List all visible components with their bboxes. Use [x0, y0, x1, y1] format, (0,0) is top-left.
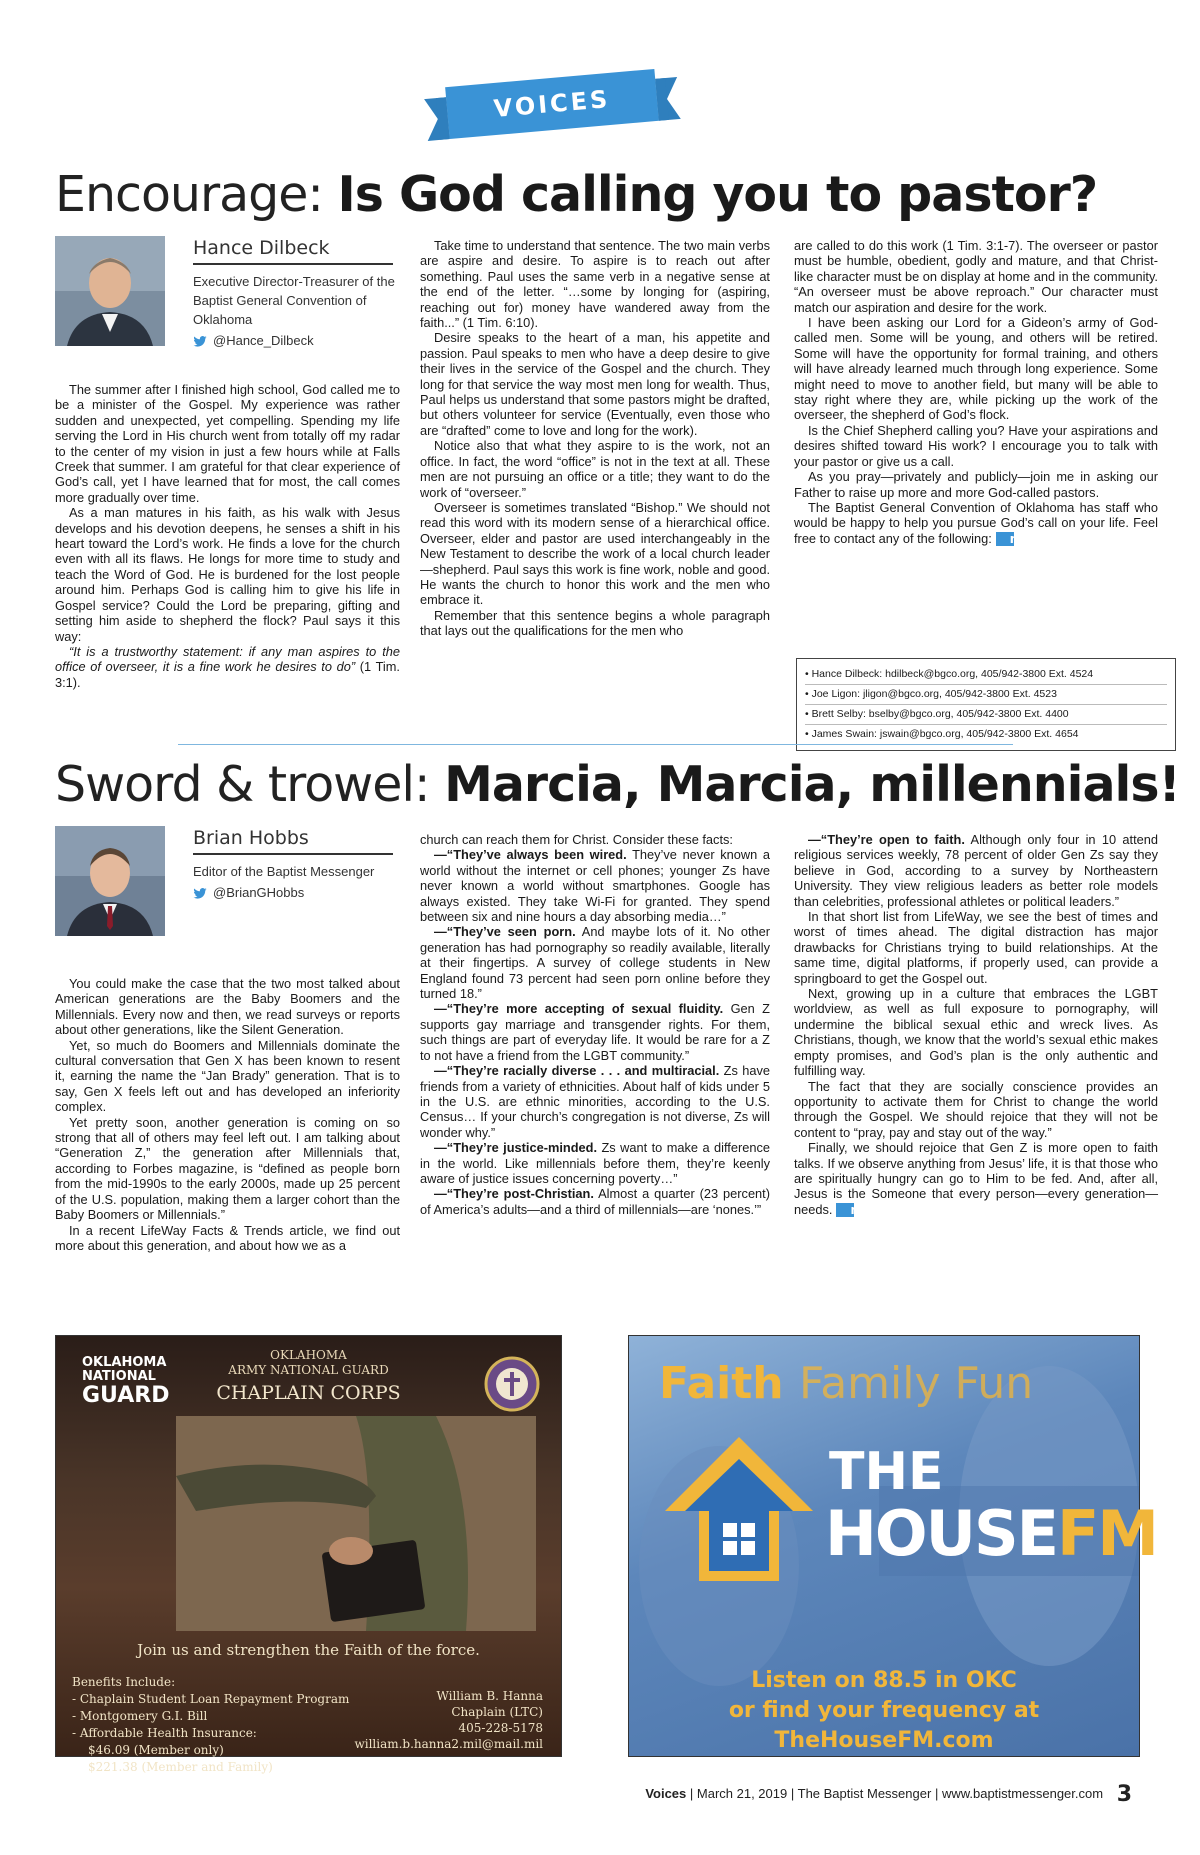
paragraph: Finally, we should rejoice that Gen Z is more open to faith talks. If we observe anything from Jesus’ life, it is that those who are spiritually hungry can go to Him to be fed. And, after all, Jesus is the Someone that every person—every generation—needs. m — [794, 1140, 1158, 1218]
article2-byline — [55, 826, 400, 946]
author-twitter[interactable]: @BrianGHobbs — [193, 883, 403, 902]
footer-section: Voices — [645, 1786, 687, 1801]
chaplain-contact: William B. Hanna Chaplain (LTC) 405-228-5178 william.b.hanna2.mil@mail.mil — [354, 1689, 543, 1751]
footer-url[interactable]: www.baptistmessenger.com — [941, 1786, 1104, 1801]
author-title: Editor of the Baptist Messenger @BrianGHobbs — [193, 862, 403, 902]
guard-logo: OKLAHOMA NATIONAL GUARD — [82, 1355, 170, 1408]
messenger-end-mark-icon: m — [836, 1203, 854, 1217]
contact-list — [796, 658, 1176, 751]
list-item: —“They’re open to faith. Although only four in 10 attend religious services weekly, 78 percent of older Gen Zs say they believe in God, according to a survey by Northeastern University. They view religious leaders as better role models than celebrities, professional athletes or political leaders.” — [794, 832, 1158, 909]
footer-date: March 21, 2019 — [696, 1786, 788, 1801]
paragraph: Yet pretty soon, another generation is coming on so strong that all of others may feel left out. I am talking about “Generation Z,” the generation after Millennials that, according to Forbes magazine, is “defined as people born from the mid-1990s to the early 2000s, made up 25 percent of the U.S. population, making them a larger cohort than the Baby Boomers or Millennials.” — [55, 1114, 400, 1223]
list-item: —“They’re post-Christian. Almost a quarter (23 percent) of America’s adults—and a third of millennials—are ‘nones.’” — [420, 1186, 770, 1217]
article1-byline — [55, 236, 400, 356]
brand-housefm: HOUSEFM — [825, 1497, 1158, 1570]
paragraph: Notice also that what they aspire to is the work, not an office. In fact, the word “office” is not in the text at all. These men are not pursuing an office or a title; they want to do the work of “overseer.” — [420, 438, 770, 500]
list-item: —“They’re more accepting of sexual fluidity. Gen Z supports gay marriage and transgender rights. For them, such things are part of everyday life. It would be rare for a Z to not have a friend from the LGBT community.” — [420, 1001, 771, 1063]
paragraph: church can reach them for Christ. Consider these facts: — [420, 832, 733, 847]
twitter-icon — [193, 888, 207, 899]
brand-the: THE — [829, 1442, 944, 1502]
paragraph: In a recent LifeWay Facts & Trends article, we find out more about this generation, and about how we as a — [55, 1222, 400, 1253]
paragraph: I have been asking our Lord for a Gideon’s army of God-called men. Some will be young, and others will be retired. Some will have the opportunity for formal training, and others will have already learned much through long experience. Some might need to move to another field, but many will be able to stay right where they are, while picking up the work of the overseer, the shepherd of God’s flock. — [794, 315, 1158, 423]
paragraph: As a man matures in his faith, as his walk with Jesus develops and his devotion deepens, he senses a shift in his heart toward the Lord’s work. He finds a love for the church even with all its flaws. He longs for more time to study and teach the Word of God. He is burdened for the lost people around him. Perhaps God is calling him to give his life in Gospel service? Could the Lord be preparing, gifting and setting him aside to shepherd the flock? Paul says it this way: — [55, 505, 400, 644]
list-item: —“They’re racially diverse . . . and multiracial. Zs have friends from a variety of ethnicities. About half of kids under 5 in the U.S. are ethnic minorities, according to the U.S. Census… If your church’s congregation is not diverse, Zs will wonder why.” — [420, 1063, 770, 1140]
author-name: Hance Dilbeck — [193, 236, 393, 265]
paragraph: The summer after I finished high school, God called me to be a minister of the Gospel. My experience was rather sudden and unexpected, yet compelling. Spending my life serving the Lord in His church went from totally off my radar to the center of my vision in just a few hours while at Falls Creek that summer. I am grateful for that clear experience of God’s call, yet I have learned that for most, the call comes more gradually over time. — [55, 382, 400, 505]
house-logo-icon — [659, 1431, 819, 1591]
paragraph: In that short list from LifeWay, we see the best of times and worst of times ahead. The digital distraction has major drawbacks for Christians trying to build relationships. At the same time, digital platforms, if properly used, can provide a springboard to get the Gospel out. — [794, 909, 1158, 986]
ad-headline: Faith Family Fun — [659, 1358, 1034, 1409]
author-photo-brian — [55, 826, 165, 936]
ad-tagline: Join us and strengthen the Faith of the force. — [137, 1641, 480, 1659]
article2-column-1 — [55, 976, 400, 1253]
list-item: —“They’ve seen porn. And maybe lots of it. No other generation has had pornography so readily available, literally at their fingertips. A survey of college students in New England found 73 percent had seen porn online before they turned 18.” — [420, 924, 770, 1002]
article1-column-2 — [420, 238, 770, 639]
ad-national-guard-chaplain[interactable] — [55, 1335, 562, 1774]
article1-column-1 — [55, 382, 400, 690]
paragraph: As you pray—privately and publicly—join me in asking our Father to raise up more and more God-called pastors. — [794, 469, 1158, 500]
page-number: 3 — [1116, 1782, 1132, 1807]
scripture-quote: “It is a trustworthy statement: if any man aspires to the office of overseer, it is a fine work he desires to do” (1 Tim. 3:1). — [55, 643, 400, 690]
paragraph: Is the Chief Shepherd calling you? Have your aspirations and desires shifted toward His work? I encourage you to talk with your pastor or give us a call. — [794, 422, 1158, 469]
paragraph: Take time to understand that sentence. The two main verbs are aspire and desire. To aspire is to reach out after something. Paul uses the same verb in a negative sense at the end of the letter. “…some by longing for (aspiring, reaching out for) money have wandered away from the faith...” (1 Tim. 6:10). — [420, 238, 770, 331]
contact-email[interactable]: william.b.hanna2.mil@mail.mil — [354, 1737, 543, 1751]
article2-headline: Sword & trowel: Marcia, Marcia, millennials! — [55, 756, 1180, 813]
paragraph: Next, growing up in a culture that embraces the LGBT worldview, as well as full exposure to pornography, will undermine the biblical sexual ethic and wreck lives. As Christians, though, we know that the world’s sexual ethic makes empty promises, and God’s plan is the only authentic and fulfilling way. — [794, 986, 1158, 1079]
list-item: —“They’re justice-minded. Zs want to make a difference in the world. Like millennials before them, they’re keenly aware of justice issues concerning poverty…” — [420, 1140, 770, 1186]
paragraph: Overseer is sometimes translated “Bishop.” We should not read this word with its modern sense of a hierarchical office. Overseer, elder and pastor are used interchangeably in the New Testament to describe the work of a local church leader—shepherd. Paul says this work is fine work, noble and good. He wants the church to honor this work and the men who embrace it. — [420, 499, 770, 608]
contact-item[interactable]: • James Swain: jswain@bgco.org, 405/942-3800 Ext. 4654 — [805, 728, 1079, 740]
page-footer: Voices | March 21, 2019 | The Baptist Messenger | www.baptistmessenger.com 3 — [645, 1782, 1132, 1807]
list-item: —“They’ve always been wired. They’ve never known a world without the internet or cell phones; younger Zs have never known a world without smartphones. Google has always existed. They take Wi-Fi for granted. They spend between six and nine hours a day absorbing media…” — [420, 847, 771, 925]
messenger-end-mark-icon: m — [996, 532, 1014, 546]
paragraph: Yet, so much do Boomers and Millennials dominate the cultural conversation that Gen X has been known to resent it, earning the name the “Jan Brady” generation. That is to say, Gen X feels left out and has developed an inferiority complex. — [55, 1037, 400, 1115]
author-title: Executive Director-Treasurer of the Baptist General Convention of Oklahoma @Hance_Dilbeck — [193, 272, 403, 350]
station-link[interactable]: or find your frequency at TheHouseFM.com — [728, 1698, 1040, 1753]
footer-publication: The Baptist Messenger — [797, 1786, 932, 1801]
article2-column-2 — [420, 832, 770, 1217]
listen-info: Listen on 88.5 in OKC or find your frequency at TheHouseFM.com — [629, 1666, 1139, 1756]
article2-column-3 — [794, 832, 1158, 1217]
army-chaplain-seal-icon — [484, 1356, 540, 1412]
ad-title: CHAPLAIN CORPS — [216, 1382, 401, 1404]
paragraph: are called to do this work (1 Tim. 3:1-7). The overseer or pastor must be humble, obedient, godly and mature, and that Christ-like character must be on display at home and in the community. “An overseer must be above reproach.” Our character must match our aspiration and desire for the work. — [794, 238, 1158, 315]
paragraph: Remember that this sentence begins a whole paragraph that lays out the qualifications for the men who — [420, 607, 770, 639]
contact-item[interactable]: • Hance Dilbeck: hdilbeck@bgco.org, 405/942-3800 Ext. 4524 — [805, 665, 1167, 685]
section-banner: VOICES — [445, 69, 659, 139]
article1-column-3 — [794, 238, 1158, 546]
twitter-icon — [193, 336, 207, 347]
benefits-list: Benefits Include: - Chaplain Student Loan Repayment Program - Montgomery G.I. Bill - Affordable Health Insurance: $46.09 (Member only) $221.38 (Member and Family) — [72, 1675, 350, 1774]
paragraph: The fact that they are socially conscience provides an opportunity to activate them for Christ to change the world through the Gospel. We should rejoice that they will not be content to “pray, pay and stay out of the way.” — [794, 1078, 1158, 1140]
author-photo-hance — [55, 236, 165, 346]
contact-item[interactable]: • Joe Ligon: jligon@bgco.org, 405/942-3800 Ext. 4523 — [805, 685, 1167, 705]
chaplain-hand-bible-photo — [176, 1416, 536, 1631]
author-twitter[interactable]: @Hance_Dilbeck — [193, 331, 403, 350]
paragraph: You could make the case that the two most talked about American generations are the Baby Boomers and the Millennials. Every now and then, we read surveys or reports about other generations, like the Silent Generation. — [55, 976, 400, 1038]
ad-the-house-fm[interactable] — [628, 1335, 1158, 1757]
paragraph: The Baptist General Convention of Oklahoma has staff who would be happy to help you pursue God’s call on your life. Feel free to contact any of the following: m — [794, 499, 1158, 547]
paragraph: Desire speaks to the heart of a man, his appetite and passion. Paul speaks to men who have a deep desire to give their lives in the service of the Gospel and the church. They long for that service the way most men long for wealth. Thus, Paul helps us understand that some pastors might be drafted, but others volunteer for service (Eventually, even those who are “drafted” come to love and long for the work). — [420, 330, 770, 438]
article-divider — [178, 744, 1013, 745]
contact-item[interactable]: • Brett Selby: bselby@bgco.org, 405/942-3800 Ext. 4400 — [805, 705, 1167, 725]
author-name: Brian Hobbs — [193, 826, 393, 855]
ad-top-lines: OKLAHOMA ARMY NATIONAL GUARD — [228, 1348, 389, 1377]
article1-headline: Encourage: Is God calling you to pastor? — [55, 166, 1098, 223]
